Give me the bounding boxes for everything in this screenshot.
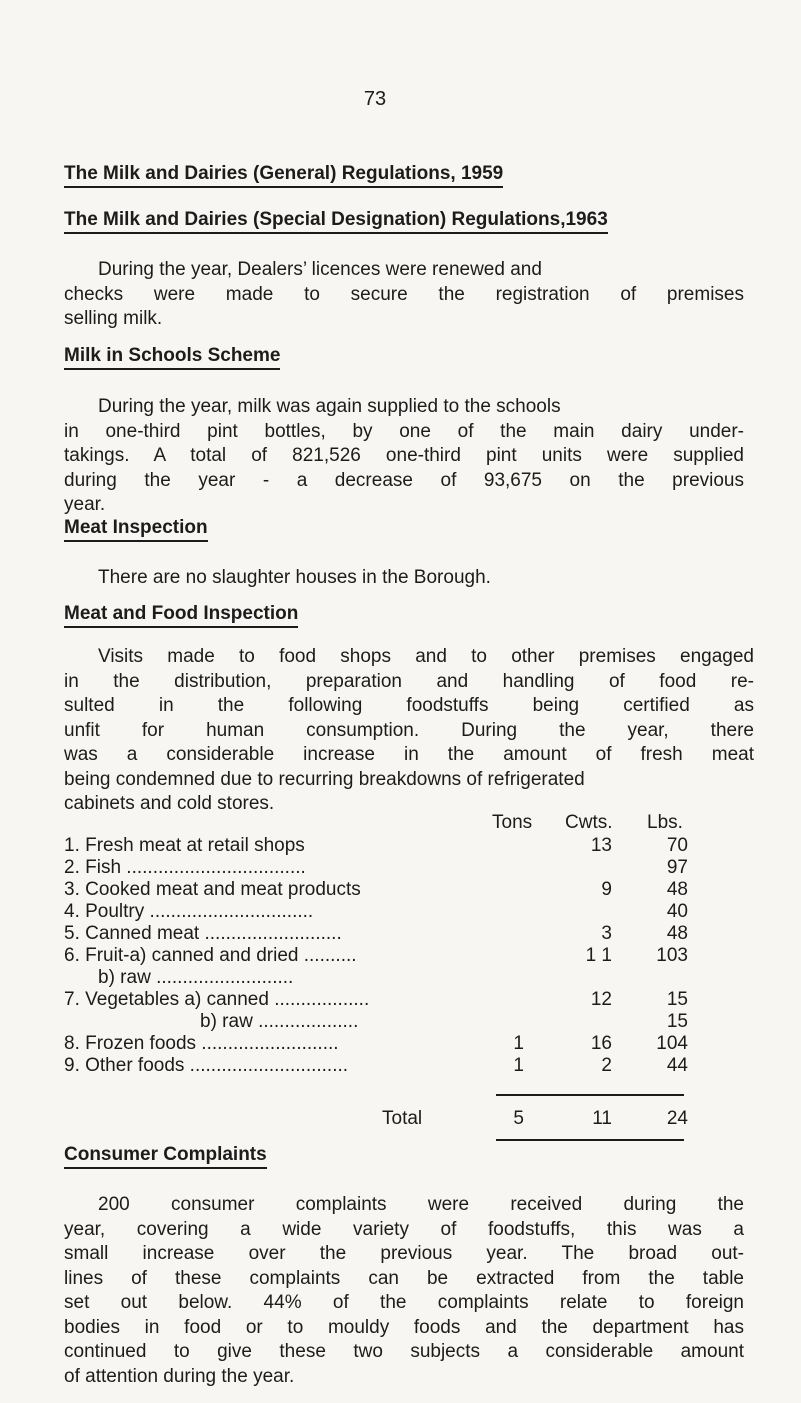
- cell-cwts: 2: [601, 1055, 612, 1076]
- cell-lbs: 97: [666, 857, 688, 878]
- paragraph-schools: [64, 395, 744, 518]
- paragraph-line: unfit for human consumption. During the year, there: [64, 719, 754, 741]
- row-label: 3. Cooked meat and meat products: [64, 879, 361, 900]
- cell-cwts: 1 1: [585, 945, 612, 966]
- paragraph-line: cabinets and cold stores.: [64, 793, 275, 814]
- row-label: 2. Fish ..................................: [64, 857, 306, 878]
- cell-lbs: 15: [666, 1011, 688, 1032]
- heading-meat-food-inspection: Meat and Food Inspection: [64, 603, 298, 628]
- paragraph-line: sulted in the following foodstuffs being certified as: [64, 695, 754, 716]
- total-tons: 5: [513, 1108, 524, 1129]
- row-label: b) raw ...................: [200, 1011, 359, 1032]
- table-row: [64, 835, 704, 857]
- table-row: [64, 879, 704, 901]
- paragraph-line: During the year, milk was again supplied to the schools: [98, 396, 561, 417]
- table-row: [64, 857, 704, 879]
- cell-lbs: 44: [666, 1055, 688, 1076]
- paragraph-line: lines of these complaints can be extracted from the table: [64, 1267, 744, 1289]
- total-top-rule: [496, 1094, 684, 1096]
- paragraph-line: in the distribution, preparation and handling of food re-: [64, 670, 754, 692]
- paragraph-line: year, covering a wide variety of foodstuffs, this was a: [64, 1218, 744, 1240]
- paragraph-slaughter: [64, 566, 744, 591]
- cell-tons: 1: [513, 1055, 524, 1076]
- heading-milk-dairies-special: The Milk and Dairies (Special Designation) Regulations,1963: [64, 209, 608, 234]
- row-label: 5. Canned meat ..........................: [64, 923, 342, 944]
- table-row: [64, 1011, 704, 1033]
- paragraph-line: takings. A total of 821,526 one-third pint units were supplied: [64, 445, 744, 466]
- cell-lbs: 15: [666, 989, 688, 1010]
- row-label: b) raw ..........................: [98, 967, 294, 988]
- cell-lbs: 48: [666, 879, 688, 900]
- heading-milk-schools: Milk in Schools Scheme: [64, 345, 280, 370]
- total-cwts: 11: [592, 1108, 612, 1129]
- cell-lbs: 70: [666, 835, 688, 856]
- table-row: [64, 923, 704, 945]
- table-row: [64, 1033, 704, 1055]
- heading-milk-dairies-general: The Milk and Dairies (General) Regulations, 1959: [64, 163, 503, 188]
- paragraph-line: during the year - a decrease of 93,675 on the previous: [64, 469, 744, 491]
- total-lbs: 24: [666, 1108, 688, 1129]
- cell-lbs: 104: [656, 1033, 688, 1054]
- row-label: 6. Fruit-a) canned and dried ..........: [64, 945, 357, 966]
- total-bottom-rule: [496, 1139, 684, 1141]
- paragraph-line: set out below. 44% of the complaints relate to foreign: [64, 1292, 744, 1313]
- paragraph-line: selling milk.: [64, 308, 163, 329]
- paragraph-line: There are no slaughter houses in the Borough.: [98, 567, 491, 588]
- paragraph-line: During the year, Dealers’ licences were renewed and: [98, 259, 542, 280]
- paragraph-line: Visits made to food shops and to other premises engaged: [98, 646, 754, 667]
- row-label: 1. Fresh meat at retail shops: [64, 835, 305, 856]
- row-label: 9. Other foods ..............................: [64, 1055, 349, 1076]
- table-row: [64, 901, 704, 923]
- paragraph-line: 200 consumer complaints were received during the: [98, 1194, 744, 1215]
- column-header-lbs: Lbs.: [647, 812, 683, 833]
- column-header-cwts: Cwts.: [565, 812, 613, 833]
- heading-meat-inspection: Meat Inspection: [64, 517, 208, 542]
- cell-cwts: 9: [601, 879, 612, 900]
- page-number: 73: [363, 88, 387, 110]
- paragraph-line: was a considerable increase in the amount of fresh meat: [64, 744, 754, 765]
- paragraph-visits: [64, 645, 754, 817]
- paragraph-line: of attention during the year.: [64, 1365, 295, 1387]
- row-label: 4. Poultry ...............................: [64, 901, 314, 922]
- cell-cwts: 3: [601, 923, 612, 944]
- cell-lbs: 48: [666, 923, 688, 944]
- cell-cwts: 16: [590, 1033, 612, 1054]
- table-row: [64, 989, 704, 1011]
- cell-cwts: 13: [590, 835, 612, 856]
- paragraph-line: bodies in food or to mouldy foods and the department has: [64, 1316, 744, 1338]
- paragraph-line: checks were made to secure the registration of premises: [64, 283, 744, 305]
- cell-cwts: 12: [590, 989, 612, 1010]
- paragraph-line: continued to give these two subjects a considerable amount: [64, 1341, 744, 1362]
- paragraph-line: small increase over the previous year. The broad out-: [64, 1243, 744, 1264]
- cell-tons: 1: [513, 1033, 524, 1054]
- table-row: [64, 945, 704, 967]
- row-label: 8. Frozen foods ..........................: [64, 1033, 339, 1054]
- paragraph-dealers: [64, 258, 744, 332]
- column-header-tons: Tons: [492, 812, 533, 833]
- table-row: [64, 967, 704, 989]
- cell-lbs: 40: [666, 901, 688, 922]
- paragraph-line: year.: [64, 494, 106, 515]
- total-label: Total: [382, 1108, 423, 1129]
- paragraph-line: being condemned due to recurring breakdowns of refrigerated: [64, 768, 585, 790]
- paragraph-complaints: [64, 1193, 744, 1389]
- cell-lbs: 103: [656, 945, 688, 966]
- paragraph-line: in one-third pint bottles, by one of the main dairy under-: [64, 420, 744, 442]
- heading-consumer-complaints: Consumer Complaints: [64, 1144, 267, 1169]
- row-label: 7. Vegetables a) canned ..................: [64, 989, 370, 1010]
- table-row: [64, 1055, 704, 1077]
